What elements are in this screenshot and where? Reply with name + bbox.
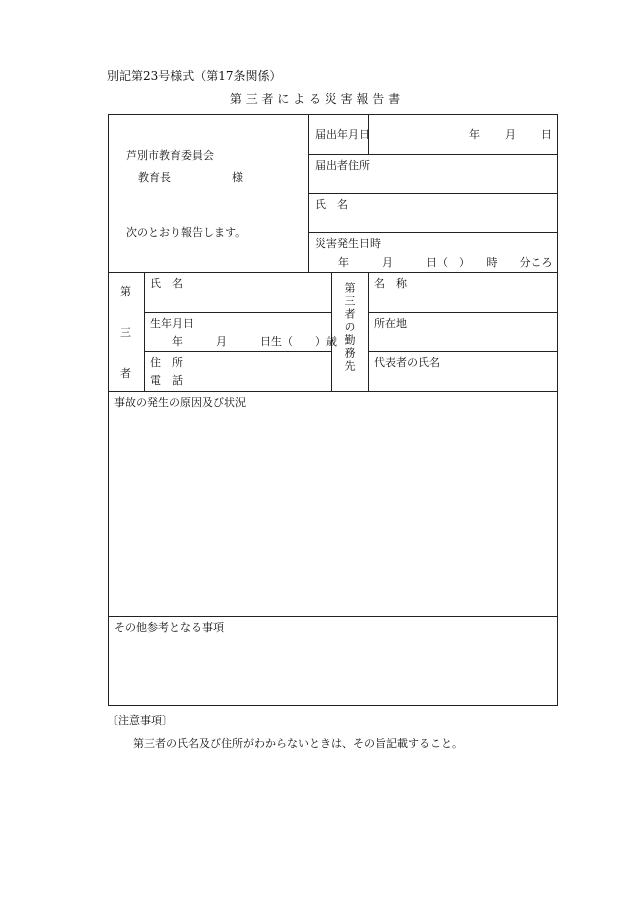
- workplace-vertical-label: 第三者の勤務先: [343, 282, 356, 373]
- notes-text: 第三者の氏名及び住所がわからないときは、その旨記載すること。: [133, 737, 463, 750]
- third-party-char-3: 者: [120, 367, 131, 380]
- report-form-table: [108, 114, 558, 706]
- submission-day-label: 日: [541, 128, 552, 141]
- submitter-name-label: 氏 名: [315, 198, 348, 211]
- submission-date-label: 届出年月日: [315, 128, 370, 141]
- submission-year-label: 年: [469, 128, 480, 141]
- third-party-char-2: 三: [120, 326, 131, 339]
- disaster-datetime-value: 年 月 日（ ） 時 分ころ: [338, 256, 553, 269]
- other-notes-label: その他参考となる事項: [114, 621, 224, 634]
- addressee-title: 教育長: [138, 171, 171, 184]
- third-party-char-1: 第: [120, 285, 131, 298]
- third-party-address-label: 住 所: [150, 356, 183, 369]
- accident-cause-label: 事故の発生の原因及び状況: [114, 396, 246, 409]
- submitter-address-label: 届出者住所: [315, 159, 370, 172]
- notes-heading: 〔注意事項〕: [107, 714, 173, 727]
- workplace-location-label: 所在地: [374, 317, 407, 330]
- representative-name-label: 代表者の氏名: [374, 356, 440, 369]
- birthdate-label: 生年月日: [150, 317, 194, 330]
- addressee-honorific: 様: [232, 171, 243, 184]
- intro-text: 次のとおり報告します。: [126, 226, 247, 239]
- form-number: 別記第23号様式（第17条関係）: [107, 69, 282, 83]
- third-party-phone-label: 電 話: [150, 374, 183, 387]
- disaster-datetime-label: 災害発生日時: [315, 237, 381, 250]
- workplace-name-label: 名 称: [374, 277, 407, 290]
- third-party-name-label: 氏 名: [150, 277, 183, 290]
- addressee-line1: 芦別市教育委員会: [126, 149, 214, 162]
- submission-month-label: 月: [505, 128, 516, 141]
- birthdate-value: 年 月 日生（ ）歳: [172, 335, 337, 348]
- page-title: 第 三 者 に よ る 災 害 報 告 書: [229, 92, 401, 106]
